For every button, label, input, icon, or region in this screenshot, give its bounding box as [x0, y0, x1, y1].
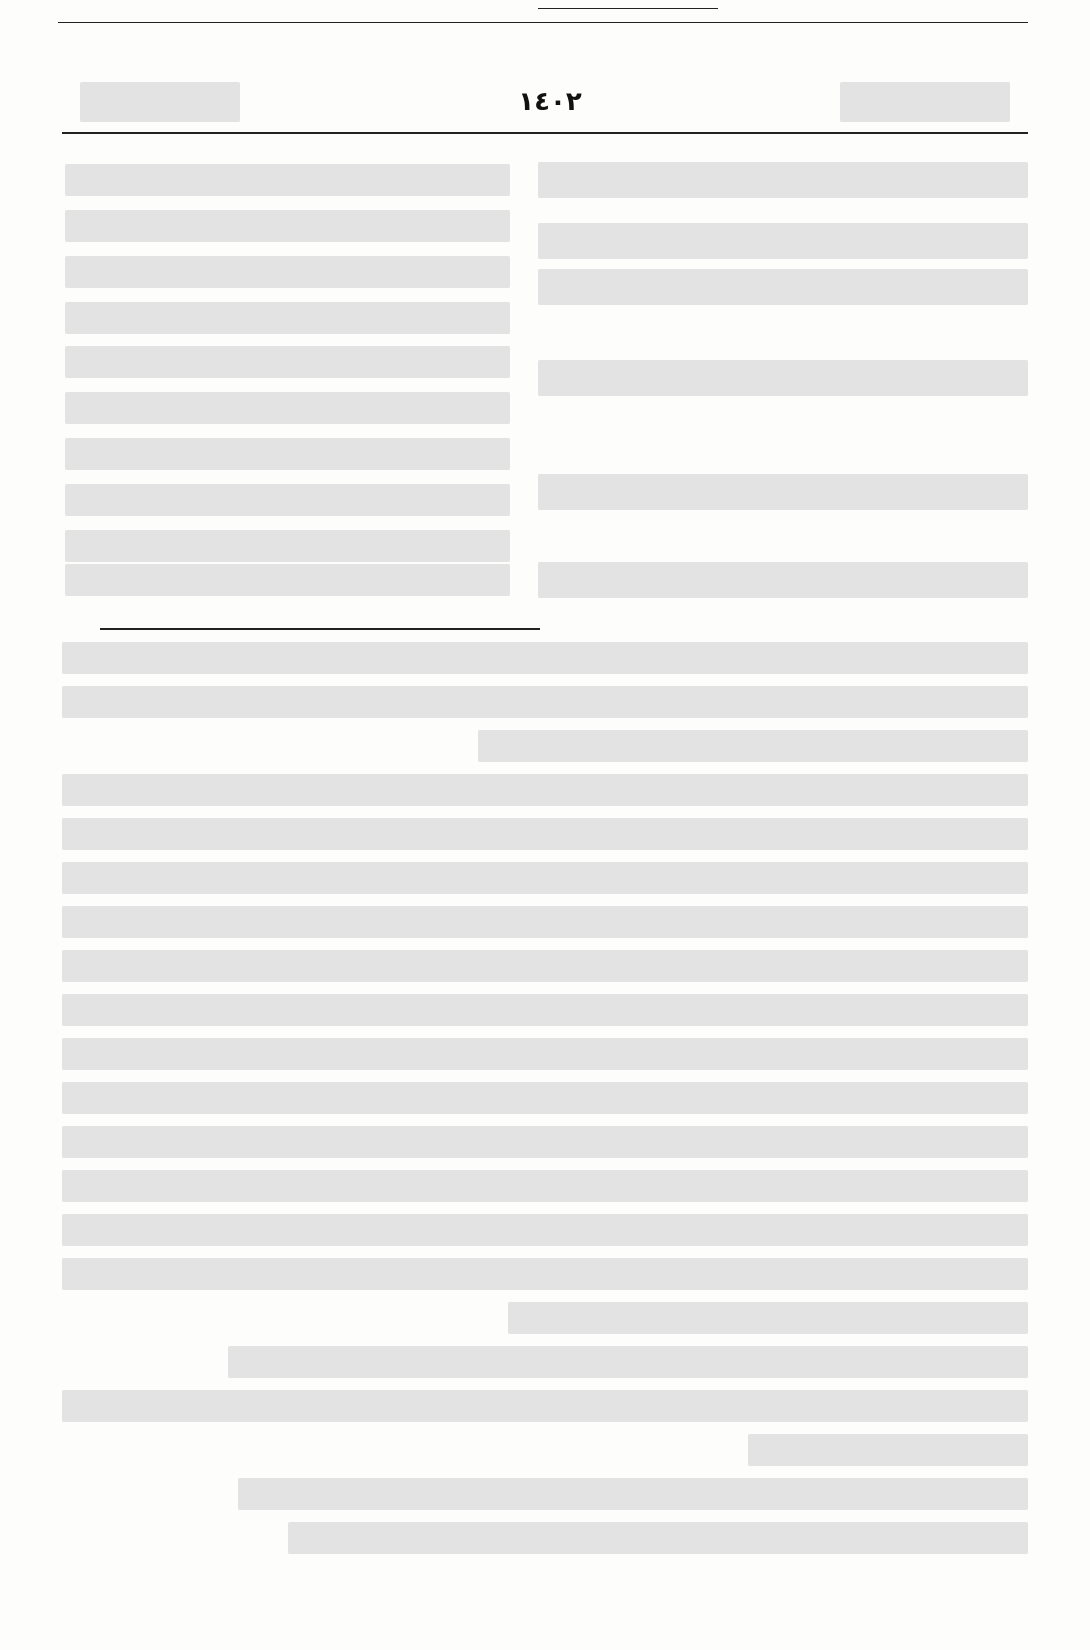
- verse-arabic: [538, 223, 1028, 259]
- part-title: [840, 82, 1010, 122]
- verse-translation: [65, 346, 510, 378]
- footnote-line: [62, 1082, 1028, 1114]
- header-rule: [62, 132, 1028, 134]
- verse-translation: [65, 302, 510, 334]
- verse-arabic: [538, 269, 1028, 305]
- surah-title: [80, 82, 240, 122]
- verse-translation: [65, 164, 510, 196]
- footnote-line: [62, 994, 1028, 1026]
- footnote-line: [62, 1126, 1028, 1158]
- verse-translation: [65, 210, 510, 242]
- verse-translation: [65, 484, 510, 516]
- top-rule-full: [58, 22, 1028, 23]
- verse-arabic: [538, 360, 1028, 396]
- footnote-separator: [100, 628, 540, 630]
- footnote-line: [228, 1346, 1028, 1378]
- footnote-line: [62, 818, 1028, 850]
- footnote-line: [62, 774, 1028, 806]
- footnote-line: [62, 950, 1028, 982]
- verse-translation: [65, 530, 510, 562]
- footnote-line: [478, 730, 1028, 762]
- footnote-line: [508, 1302, 1028, 1334]
- footnote-line: [288, 1522, 1028, 1554]
- footnote-line: [238, 1478, 1028, 1510]
- footnote-line: [62, 1390, 1028, 1422]
- footnote-line: [62, 642, 1028, 674]
- verse-translation: [65, 438, 510, 470]
- footnote-line: [62, 906, 1028, 938]
- page-number: ١٤٠٢: [518, 87, 582, 117]
- verse-translation: [65, 564, 510, 596]
- footnote-line: [62, 1214, 1028, 1246]
- verse-arabic: [538, 562, 1028, 598]
- footnote-line: [62, 1258, 1028, 1290]
- footnote-line: [62, 862, 1028, 894]
- footnote-line: [62, 1170, 1028, 1202]
- verse-arabic: [538, 474, 1028, 510]
- verse-arabic: [538, 162, 1028, 198]
- footnote-line: [62, 686, 1028, 718]
- footnote-line: [748, 1434, 1028, 1466]
- verse-translation: [65, 392, 510, 424]
- top-rule-short: [538, 8, 718, 9]
- verse-translation: [65, 256, 510, 288]
- footnote-line: [62, 1038, 1028, 1070]
